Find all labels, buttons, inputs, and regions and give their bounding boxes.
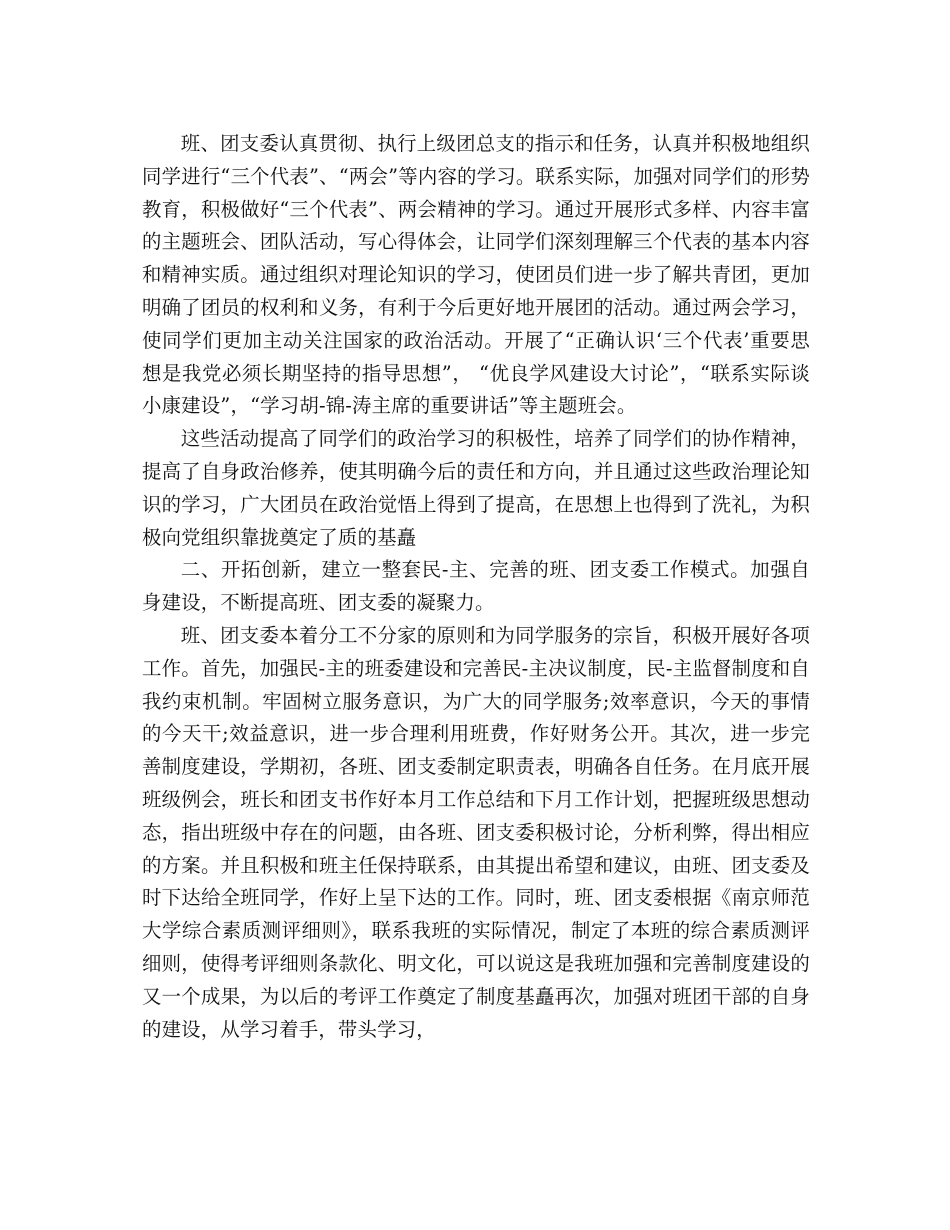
paragraph-political-study: 班、团支委认真贯彻、执行上级团总支的指示和任务，认真并积极地组织同学进行“三个代表”、“两会”等内容的学习。联系实际，加强对同学们的形势教育，积极做好“三个代表”、两会精神的学习。通过开展形式多样、内容丰富的主题班会、团队活动，写心得体会，让同学们深刻理解三个代表的基本内容和精神实质。通过组织对理论知识的学习，使团员们进一步了解共青团，更加明确了团员的权利和义务，有利于今后更好地开展团的活动。通过两会学习，使同学们更加主动关注国家的政治活动。开展了“正确认识‘三个代表’重要思想是我党必须长期坚持的指导思想”， “优良学风建设大讨论”，“联系实际谈小康建设”，“学习胡-锦-涛主席的重要讲话”等主题班会。: [142, 132, 810, 418]
paragraph-activity-results: 这些活动提高了同学们的政治学习的积极性，培养了同学们的协作精神，提高了自身政治修养，使其明确今后的责任和方向，并且通过这些政治理论知识的学习，广大团员在政治觉悟上得到了提高，在思想上也得到了洗礼，为积极向党组织靠拢奠定了质的基矗: [142, 427, 810, 549]
document-body: [142, 128, 810, 1046]
paragraph-committee-work: 班、团支委本着分工不分家的原则和为同学服务的宗旨，积极开展好各项工作。首先，加强民-主的班委建设和完善民-主决议制度，民-主监督制度和自我约束机制。牢固树立服务意识，为广大的同学服务;效率意识，今天的事情的今天干;效益意识，进一步合理利用班费，作好财务公开。其次，进一步完善制度建设，学期初，各班、团支委制定职责表，明确各自任务。在月底开展班级例会，班长和团支书作好本月工作总结和下月工作计划，把握班级思想动态，指出班级中存在的问题，由各班、团支委积极讨论，分析利弊，得出相应的方案。并且积极和班主任保持联系，由其提出希望和建议，由班、团支委及时下达给全班同学，作好上呈下达的工作。同时，班、团支委根据《南京师范大学综合素质测评细则》，联系我班的实际情况，制定了本班的综合素质测评细则，使得考评细则条款化、明文化，可以说这是我班加强和完善制度建设的又一个成果，为以后的考评工作奠定了制度基矗再次，加强对班团干部的自身的建设，从学习着手，带头学习，: [142, 623, 810, 1041]
paragraph-section-two-heading: 二、开拓创新，建立一整套民-主、完善的班、团支委工作模式。加强自身建设，不断提高班、团支委的凝聚力。: [142, 558, 810, 615]
